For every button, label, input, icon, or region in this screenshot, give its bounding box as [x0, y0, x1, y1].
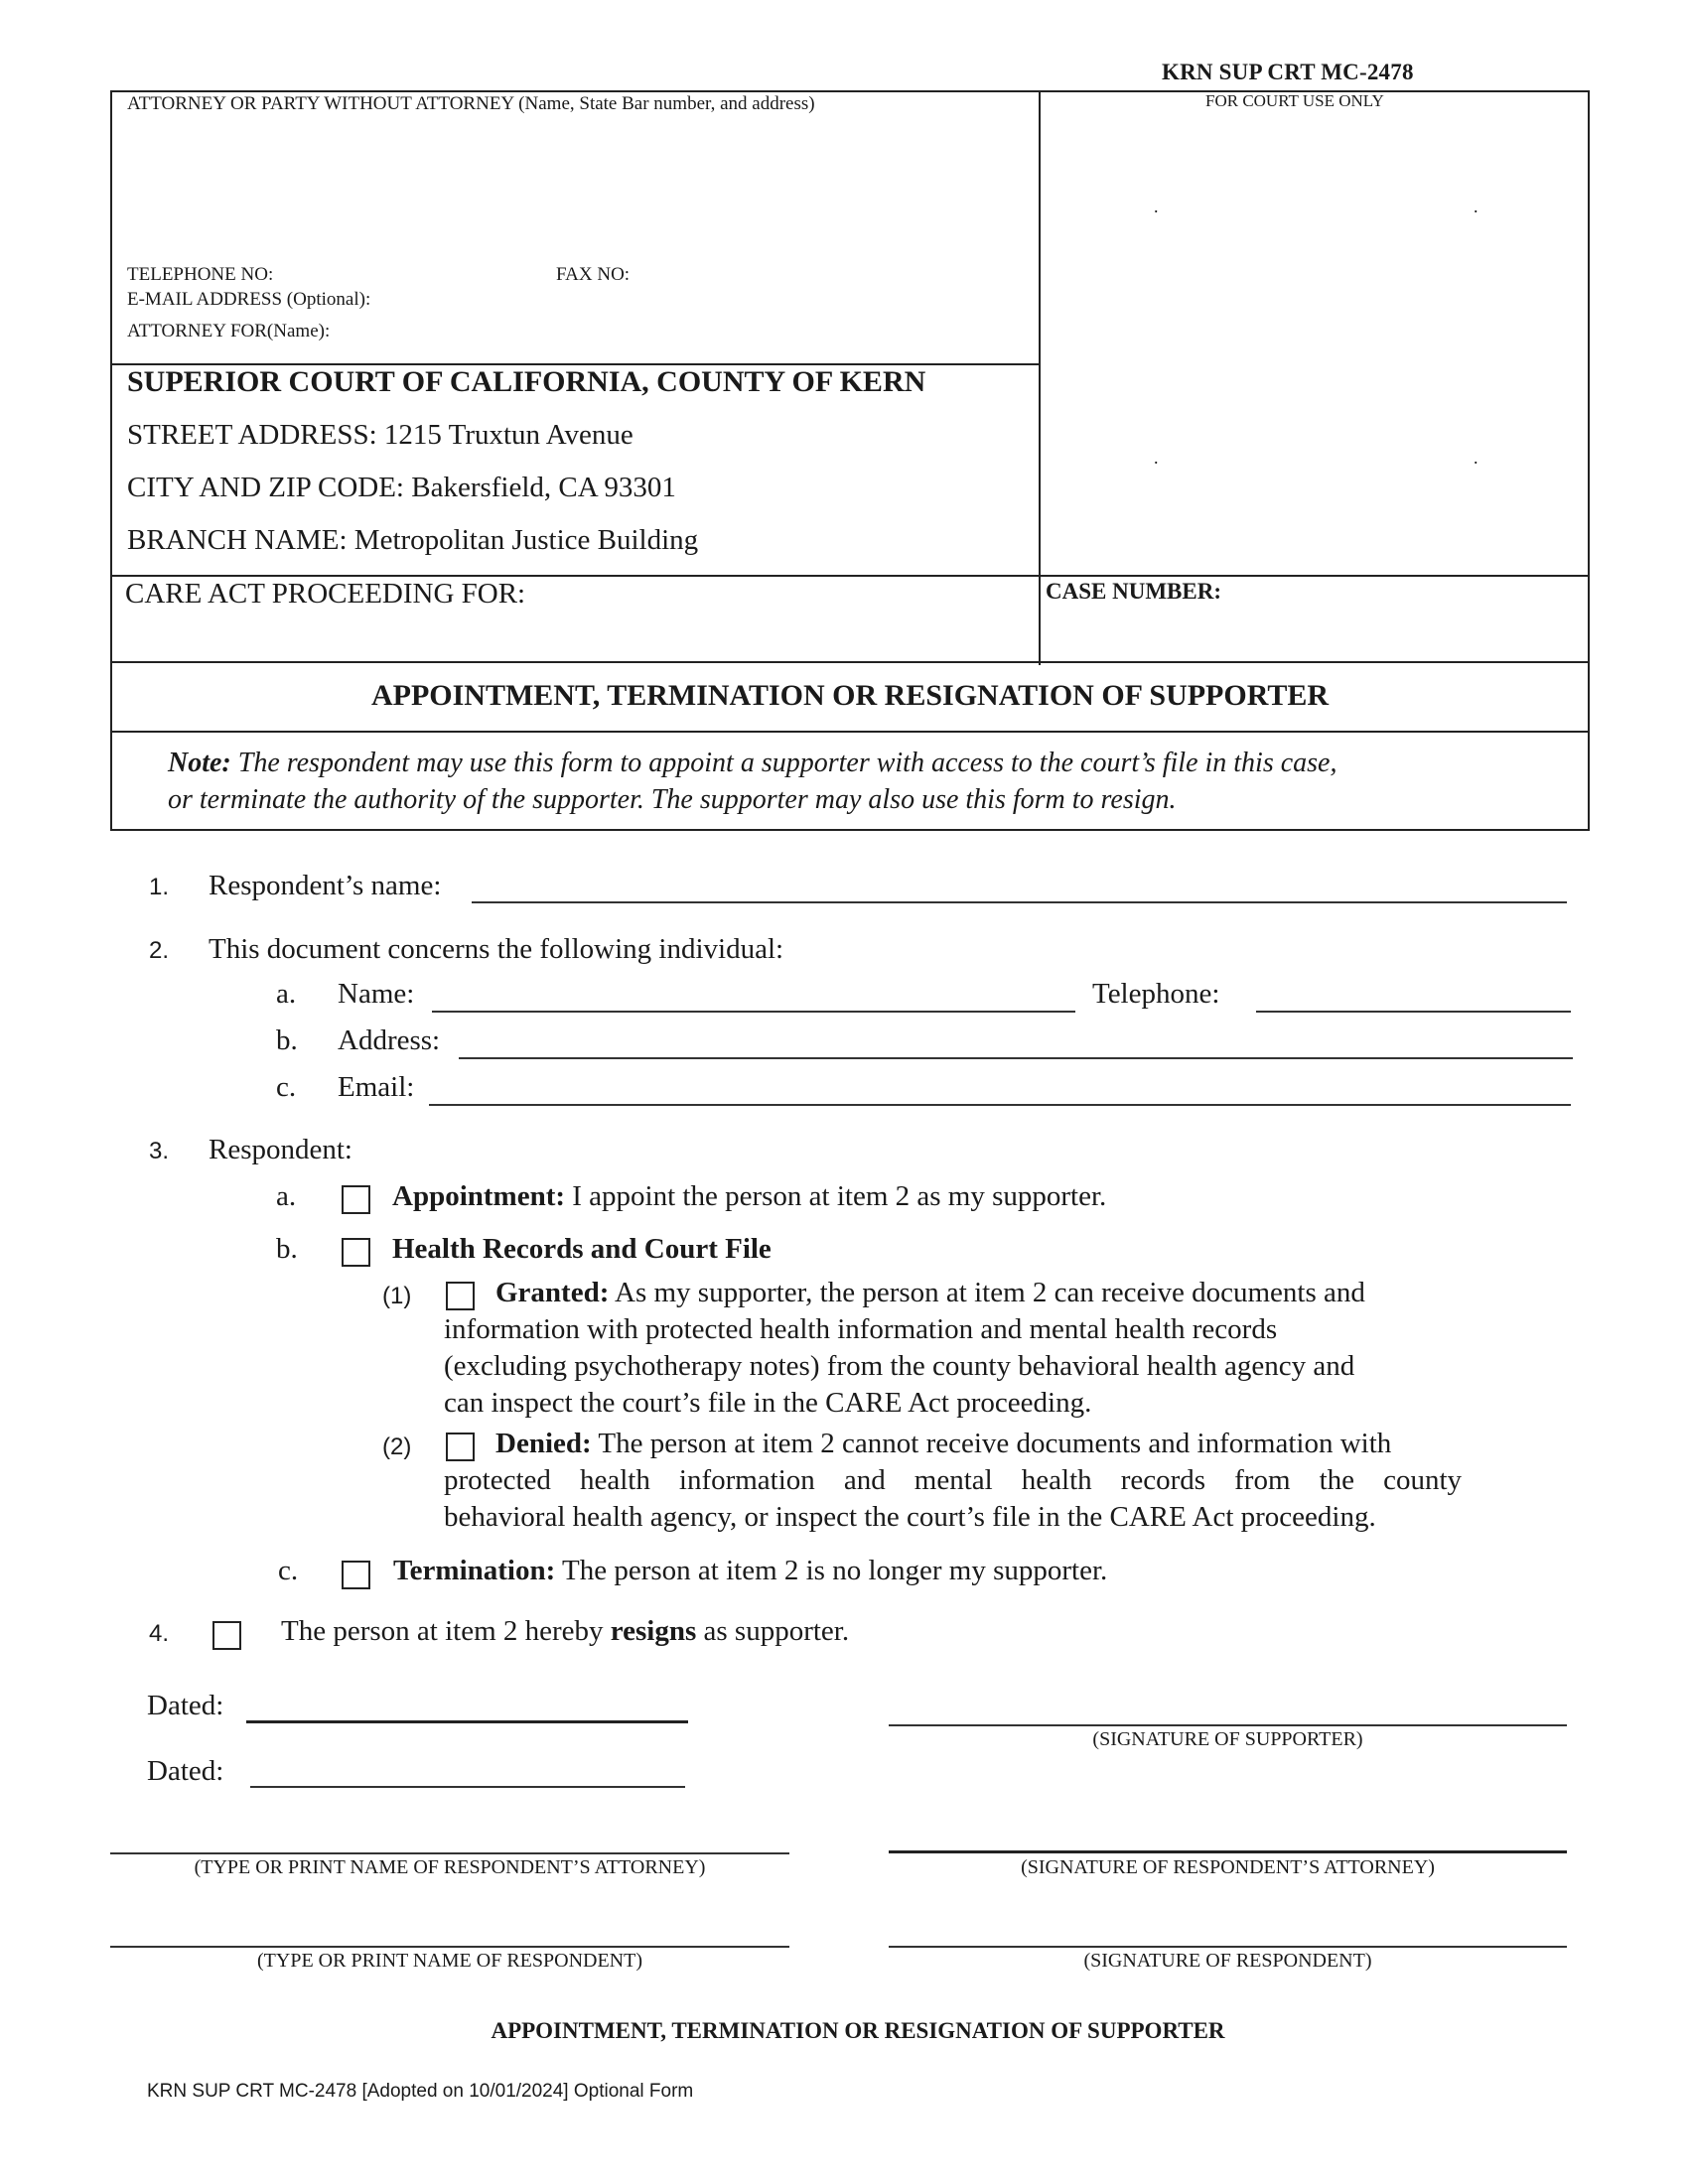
- item-2c-letter: c.: [276, 1071, 297, 1103]
- name-label: Name:: [338, 978, 415, 1010]
- note-line-2: or terminate the authority of the supporter. The supporter may also use this form to resign.: [168, 784, 1177, 815]
- telephone-item-label: Telephone:: [1092, 978, 1220, 1010]
- form-title: APPOINTMENT, TERMINATION OR RESIGNATION OF SUPPORTER: [370, 679, 1330, 712]
- denied-line-1: The person at item 2 cannot receive documents and information with: [591, 1428, 1392, 1459]
- granted-line-3: (excluding psychotherapy notes) from the county behavioral health agency and: [444, 1350, 1355, 1382]
- fax-label: FAX NO:: [556, 264, 631, 285]
- respondent-signature-label: (SIGNATURE OF RESPONDENT): [1083, 1950, 1372, 1972]
- resigns-pre: The person at item 2 hereby: [281, 1615, 611, 1647]
- dated-label-1: Dated:: [147, 1690, 224, 1721]
- appointment-text: [392, 1180, 1106, 1213]
- respondent-name-field[interactable]: [472, 901, 1567, 903]
- email-label: E-MAIL ADDRESS (Optional):: [127, 289, 371, 310]
- email-field[interactable]: [429, 1104, 1571, 1106]
- item-2-number: 2.: [149, 937, 170, 964]
- respondent-attorney-name-line[interactable]: [110, 1852, 789, 1854]
- proceeding-label: CARE ACT PROCEEDING FOR:: [125, 578, 526, 610]
- name-field[interactable]: [432, 1011, 1075, 1013]
- address-field[interactable]: [459, 1057, 1573, 1059]
- denied-paragraph: [444, 1426, 1462, 1536]
- dated-label-2: Dated:: [147, 1755, 224, 1787]
- form-title-band: [110, 661, 1590, 733]
- respondent-attorney-signature-label: (SIGNATURE OF RESPONDENT’S ATTORNEY): [1021, 1856, 1435, 1878]
- form-id: KRN SUP CRT MC-2478: [1162, 60, 1414, 84]
- court-use-mark: .: [1474, 448, 1478, 468]
- respondent-signature-line[interactable]: [889, 1946, 1567, 1948]
- street-address: STREET ADDRESS: 1215 Truxtun Avenue: [127, 419, 633, 451]
- dated-field-2[interactable]: [250, 1786, 685, 1788]
- supporter-signature-line[interactable]: [889, 1724, 1567, 1726]
- item-3c-letter: c.: [278, 1555, 299, 1586]
- note-line-1: The respondent may use this form to appoint a supporter with access to the court’s file in this case,: [230, 748, 1337, 778]
- attorney-for-label: ATTORNEY FOR(Name):: [127, 321, 331, 341]
- address-label: Address:: [338, 1024, 441, 1056]
- resigns-bold: resigns: [610, 1615, 697, 1647]
- telephone-field[interactable]: [1256, 1011, 1571, 1013]
- item-4-number: 4.: [149, 1620, 170, 1647]
- appointment-description: I appoint the person at item 2 as my supporter.: [565, 1180, 1107, 1212]
- granted-line-2: information with protected health information and mental health records: [444, 1313, 1278, 1345]
- supporter-signature-label: (SIGNATURE OF SUPPORTER): [1092, 1728, 1363, 1750]
- respondent-attorney-name-label: (TYPE OR PRINT NAME OF RESPONDENT’S ATTORNEY): [194, 1856, 706, 1878]
- resigns-text: [281, 1615, 849, 1648]
- respondent-name-label: Respondent’s name:: [209, 870, 442, 901]
- resigns-checkbox[interactable]: [212, 1621, 241, 1650]
- health-records-checkbox[interactable]: [342, 1238, 370, 1267]
- item-3-number: 3.: [149, 1138, 170, 1164]
- item-2a-letter: a.: [276, 978, 297, 1010]
- denied-line-3: behavioral health agency, or inspect the court’s file in the CARE Act proceeding.: [444, 1501, 1376, 1533]
- attorney-label: ATTORNEY OR PARTY WITHOUT ATTORNEY (Name, State Bar number, and address): [127, 93, 815, 114]
- email-item-label: Email:: [338, 1071, 415, 1103]
- denied-label: Denied:: [495, 1428, 592, 1459]
- health-records-label: Health Records and Court File: [392, 1233, 772, 1265]
- item-3b1-number: (1): [382, 1283, 412, 1309]
- item-1-number: 1.: [149, 874, 170, 900]
- note-label: Note:: [168, 748, 231, 778]
- branch-name: BRANCH NAME: Metropolitan Justice Building: [127, 524, 699, 556]
- item-3b-letter: b.: [276, 1233, 298, 1265]
- granted-label: Granted:: [495, 1277, 610, 1308]
- court-use-label: FOR COURT USE ONLY: [1205, 91, 1384, 110]
- granted-line-1: As my supporter, the person at item 2 can receive documents and: [609, 1277, 1365, 1308]
- footer-form-info: KRN SUP CRT MC-2478 [Adopted on 10/01/2024] Optional Form: [147, 2081, 694, 2102]
- caption-divider-proceeding: [112, 575, 1590, 577]
- termination-checkbox[interactable]: [342, 1561, 370, 1589]
- termination-label: Termination:: [393, 1555, 556, 1586]
- appointment-checkbox[interactable]: [342, 1185, 370, 1214]
- court-use-mark: .: [1154, 197, 1159, 216]
- granted-line-4: can inspect the court’s file in the CARE Act proceeding.: [444, 1387, 1092, 1419]
- granted-paragraph: [444, 1275, 1477, 1422]
- appointment-label: Appointment:: [392, 1180, 566, 1212]
- respondent-name-print-line[interactable]: [110, 1946, 789, 1948]
- resigns-post: as supporter.: [696, 1615, 850, 1647]
- court-use-mark: .: [1154, 448, 1159, 468]
- item-3b2-number: (2): [382, 1433, 412, 1460]
- item-3a-letter: a.: [276, 1180, 297, 1212]
- dated-field-1[interactable]: [246, 1720, 688, 1723]
- denied-line-2: protected health information and mental health records from the county: [444, 1464, 1462, 1496]
- item-2-label: This document concerns the following individual:: [209, 933, 784, 965]
- court-name: SUPERIOR COURT OF CALIFORNIA, COUNTY OF KERN: [127, 365, 926, 398]
- respondent-name-print-label: (TYPE OR PRINT NAME OF RESPONDENT): [257, 1950, 642, 1972]
- termination-text: [393, 1555, 1107, 1587]
- telephone-label: TELEPHONE NO:: [127, 264, 274, 285]
- termination-description: The person at item 2 is no longer my supporter.: [555, 1555, 1108, 1586]
- city-zip: CITY AND ZIP CODE: Bakersfield, CA 93301: [127, 472, 676, 503]
- note-box: [110, 733, 1590, 831]
- court-use-mark: .: [1474, 197, 1478, 216]
- item-2b-letter: b.: [276, 1024, 298, 1056]
- footer-title: APPOINTMENT, TERMINATION OR RESIGNATION OF SUPPORTER: [491, 2018, 1225, 2043]
- case-number-label: CASE NUMBER:: [1046, 579, 1221, 604]
- item-3-label: Respondent:: [209, 1134, 352, 1165]
- caption-divider-vertical: [1039, 92, 1041, 665]
- respondent-attorney-signature-line[interactable]: [889, 1850, 1567, 1853]
